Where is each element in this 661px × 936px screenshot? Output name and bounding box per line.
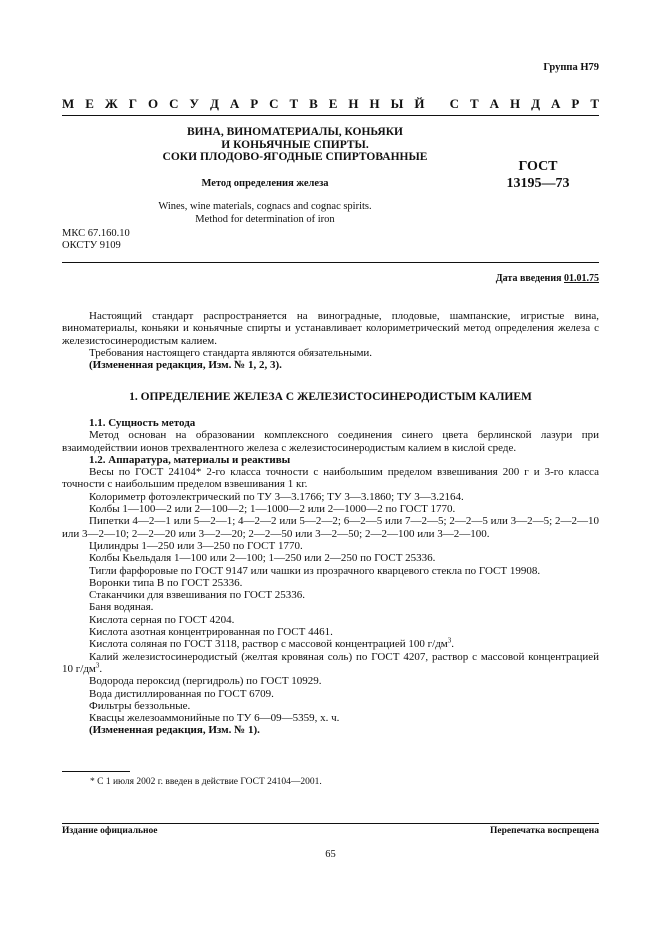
classification-codes (62, 228, 130, 252)
english-title-line-2: Method for determination of iron (195, 214, 335, 225)
english-title-line-1: Wines, wine materials, cognacs and cognac spirits. (158, 201, 372, 212)
okstu-code: ОКСТУ 9109 (62, 240, 121, 251)
banner-letter: В (309, 96, 318, 111)
banner-letter: Е (85, 96, 94, 111)
banner-letter: Д (209, 96, 219, 111)
equipment-item: Колбы Кьельдаля 1—100 или 2—100; 1—250 или 2—250 по ГОСТ 25336. (89, 552, 436, 565)
equipment-item: Воронки типа В по ГОСТ 25336. (89, 576, 243, 589)
page-number: 65 (325, 849, 336, 860)
equipment-item: Баня водяная. (89, 601, 154, 614)
equipment-item: Тигли фарфоровые по ГОСТ 9147 или чашки из прозрачного кварцевого стекла по ГОСТ 19908. (89, 564, 541, 577)
equipment-item: Стаканчики для взвешивания по ГОСТ 25336. (89, 589, 306, 602)
banner-gap (435, 96, 438, 112)
banner-letter: А (489, 96, 500, 111)
equipment-item: Фильтры беззольные. (89, 699, 191, 712)
equipment-item: Вода дистиллированная по ГОСТ 6709. (89, 687, 274, 700)
equipment-item-hcl: Кислота соляная по ГОСТ 3118, раствор с массовой концентрацией 100 $г/дм^3$. (89, 636, 455, 651)
banner-letter: М (62, 96, 75, 111)
effective-date (496, 273, 599, 284)
section-1-title: 1. ОПРЕДЕЛЕНИЕ ЖЕЛЕЗА С ЖЕЛЕЗИСТОСИНЕРОДИСТЫМ КАЛИЕМ (129, 391, 532, 403)
equipment-item: Кислота азотная концентрированная по ГОСТ 4461. (89, 626, 333, 639)
equipment-item: Кислота серная по ГОСТ 4204. (89, 613, 235, 626)
equipment-list (62, 466, 599, 638)
banner-letter: Н (369, 96, 380, 111)
banner-letter: Т (289, 96, 299, 111)
banner-letter: Т (590, 96, 599, 111)
banner-letter: У (189, 96, 199, 111)
method-title: Метод определения железа (201, 178, 329, 189)
document-title (90, 126, 500, 164)
intro-mandatory: Требования настоящего стандарта являются обязательными. (89, 346, 373, 359)
intro-amendment: (Измененная редакция, Изм. № 1, 2, 3). (89, 359, 282, 372)
mks-code: МКС 67.160.10 (62, 228, 130, 239)
banner-letter: Ы (390, 96, 404, 111)
equipment-item: Колбы 1—100—2 или 2—100—2; 1—1000—2 или 2—1000—2 по ГОСТ 1770. (89, 503, 456, 516)
banner-letter: О (147, 96, 159, 111)
effective-date-label: Дата введения (495, 273, 562, 284)
gost-label: ГОСТ (518, 159, 558, 174)
equipment-item: Весы по ГОСТ 24104* 2-го класса точности с наибольшим пределом взвешивания 200 г и 3-го класса точности с наибольшим пределом взвешивания 1 кг. (62, 466, 599, 491)
gost-designation (498, 158, 578, 192)
title-line-2: И КОНЬЯЧНЫЕ СПИРТЫ. (221, 138, 369, 151)
intro-paragraph: Настоящий стандарт распространяется на виноградные, плодовые, шампанские, игристые вина, виноматериалы, коньяки и коньячные спирты и устанавливает колориметрический метод определения железа с железистосинеродистым калием. (62, 310, 599, 347)
effective-date-value: 01.01.75 (564, 273, 599, 284)
subsection-1-1-text: Метод основан на образовании комплексного соединения синего цвета берлинской лазури при взаимодействии ионов трехвалентного железа с железистосинеродистым калием в кислой среде. (62, 429, 599, 454)
footnote-separator (62, 771, 130, 772)
group-code: Группа Н79 (543, 62, 599, 73)
banner-letter: С (449, 96, 460, 111)
banner-letter: С (169, 96, 179, 111)
header-rule (62, 115, 599, 116)
banner-letter: Й (414, 96, 425, 111)
footnote: * С 1 июля 2002 г. введен в действие ГОСТ 24104—2001. (90, 777, 322, 787)
subsection-1-2-amendment: (Измененная редакция, Изм. № 1). (89, 724, 260, 737)
title-line-3: СОКИ ПЛОДОВО-ЯГОДНЫЕ СПИРТОВАННЫЕ (162, 151, 428, 163)
equipment-item: Пипетки 4—2—1 или 5—2—1; 4—2—2 или 5—2—2; 6—2—5 или 7—2—5; 2—2—5 или 3—2—5; 2—2—10 или 3—2—10; 2—2—20 или 3—2—20; 2—2—50 или 3—2—50; 2—2—100 или 3—2—100. (62, 515, 599, 540)
equipment-item: Квасцы железоаммонийные по ТУ 6—09—5359, х. ч. (89, 712, 340, 725)
footer-rule (62, 823, 599, 824)
banner-letter: Е (328, 96, 338, 111)
section-1-body (62, 417, 599, 737)
banner-letter: Т (470, 96, 479, 111)
banner-letter: Р (571, 96, 580, 111)
subsection-1-2-title: 1.2. Аппаратура, материалы и реактивы (89, 453, 291, 466)
banner-letter: А (551, 96, 561, 111)
banner-letter: С (269, 96, 279, 111)
banner-letter: Г (128, 96, 137, 111)
reprint-notice: Перепечатка воспрещена (489, 826, 599, 836)
equipment-list-2 (62, 675, 599, 724)
banner-letter: Р (250, 96, 259, 111)
banner-letter: А (229, 96, 240, 111)
intro-text (62, 310, 599, 371)
equipment-item: Цилиндры 1—250 или 3—250 по ГОСТ 1770. (89, 539, 303, 552)
banner-letter: Н (348, 96, 359, 111)
banner-letter: Н (510, 96, 521, 111)
standard-banner (62, 96, 599, 112)
english-title (90, 200, 440, 226)
banner-letter: Д (531, 96, 541, 111)
equipment-item-kalium: Калий железистосинеродистый (желтая кровяная соль) по ГОСТ 4207, раствор с массовой концентрацией 10 $г/дм^3$. (62, 650, 599, 675)
gost-number: 13195—73 (506, 176, 570, 191)
equipment-item: Колориметр фотоэлектрический по ТУ 3—3.1766; ТУ 3—3.1860; ТУ 3—3.2164. (89, 490, 464, 503)
subsection-1-1-title: 1.1. Сущность метода (89, 417, 196, 429)
title-rule (62, 262, 599, 263)
equipment-item: Водорода пероксид (пергидроль) по ГОСТ 10929. (89, 675, 322, 688)
banner-letter: Ж (104, 96, 118, 111)
official-edition: Издание официальное (62, 826, 158, 836)
title-line-1: ВИНА, ВИНОМАТЕРИАЛЫ, КОНЬЯКИ (186, 126, 404, 138)
